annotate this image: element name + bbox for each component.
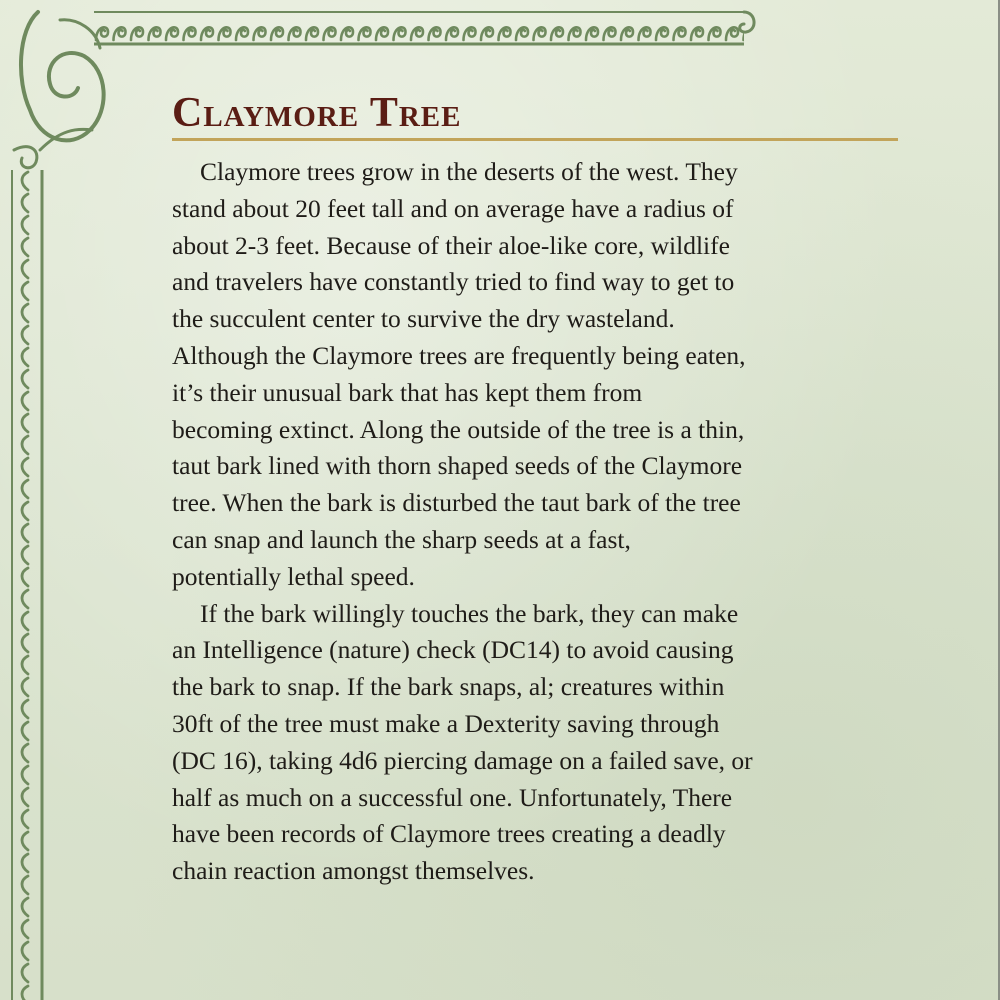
text-line: the succulent center to survive the dry wasteland.	[172, 304, 675, 334]
text-line: Claymore trees grow in the deserts of the west. They	[200, 157, 738, 186]
text-line: (DC 16), taking 4d6 piercing damage on a failed save, or	[172, 745, 753, 775]
title-underline	[172, 138, 898, 141]
text-line: have been records of Claymore trees creating a deadly	[172, 819, 726, 849]
text-line: 30ft of the tree must make a Dexterity saving through	[172, 708, 720, 738]
text-line: and travelers have constantly tried to find way to get to	[172, 267, 735, 297]
left-wave-band	[14, 170, 40, 1000]
text-line: Although the Claymore trees are frequently being eaten,	[172, 340, 746, 370]
text-line: tree. When the bark is disturbed the taut bark of the tree	[172, 488, 741, 518]
text-line: potentially lethal speed.	[172, 561, 415, 591]
text-line: it’s their unusual bark that has kept them from	[172, 377, 643, 407]
text-line: half as much on a successful one. Unfortunately, There	[172, 782, 733, 812]
text-line: an Intelligence (nature) check (DC14) to avoid causing	[172, 635, 734, 665]
spiral-corner-icon	[14, 12, 104, 168]
text-line: the bark to snap. If the bark snaps, al; creatures within	[172, 672, 725, 702]
paragraph-1	[172, 154, 912, 596]
text-line: about 2-3 feet. Because of their aloe-like core, wildlife	[172, 230, 730, 260]
section-title: Claymore Tree	[172, 90, 462, 136]
text-line: taut bark lined with thorn shaped seeds of the Claymore	[172, 451, 743, 481]
text-line: If the bark willingly touches the bark, they can make	[200, 598, 739, 628]
text-line: becoming extinct. Along the outside of the tree is a thin,	[172, 414, 745, 444]
text-line: can snap and launch the sharp seeds at a fast,	[172, 524, 631, 554]
text-line: chain reaction amongst themselves.	[172, 856, 535, 886]
paragraph-2	[172, 596, 912, 890]
top-wave-band	[94, 14, 744, 44]
body-text	[172, 154, 912, 890]
text-line: stand about 20 feet tall and on average have a radius of	[172, 193, 734, 223]
